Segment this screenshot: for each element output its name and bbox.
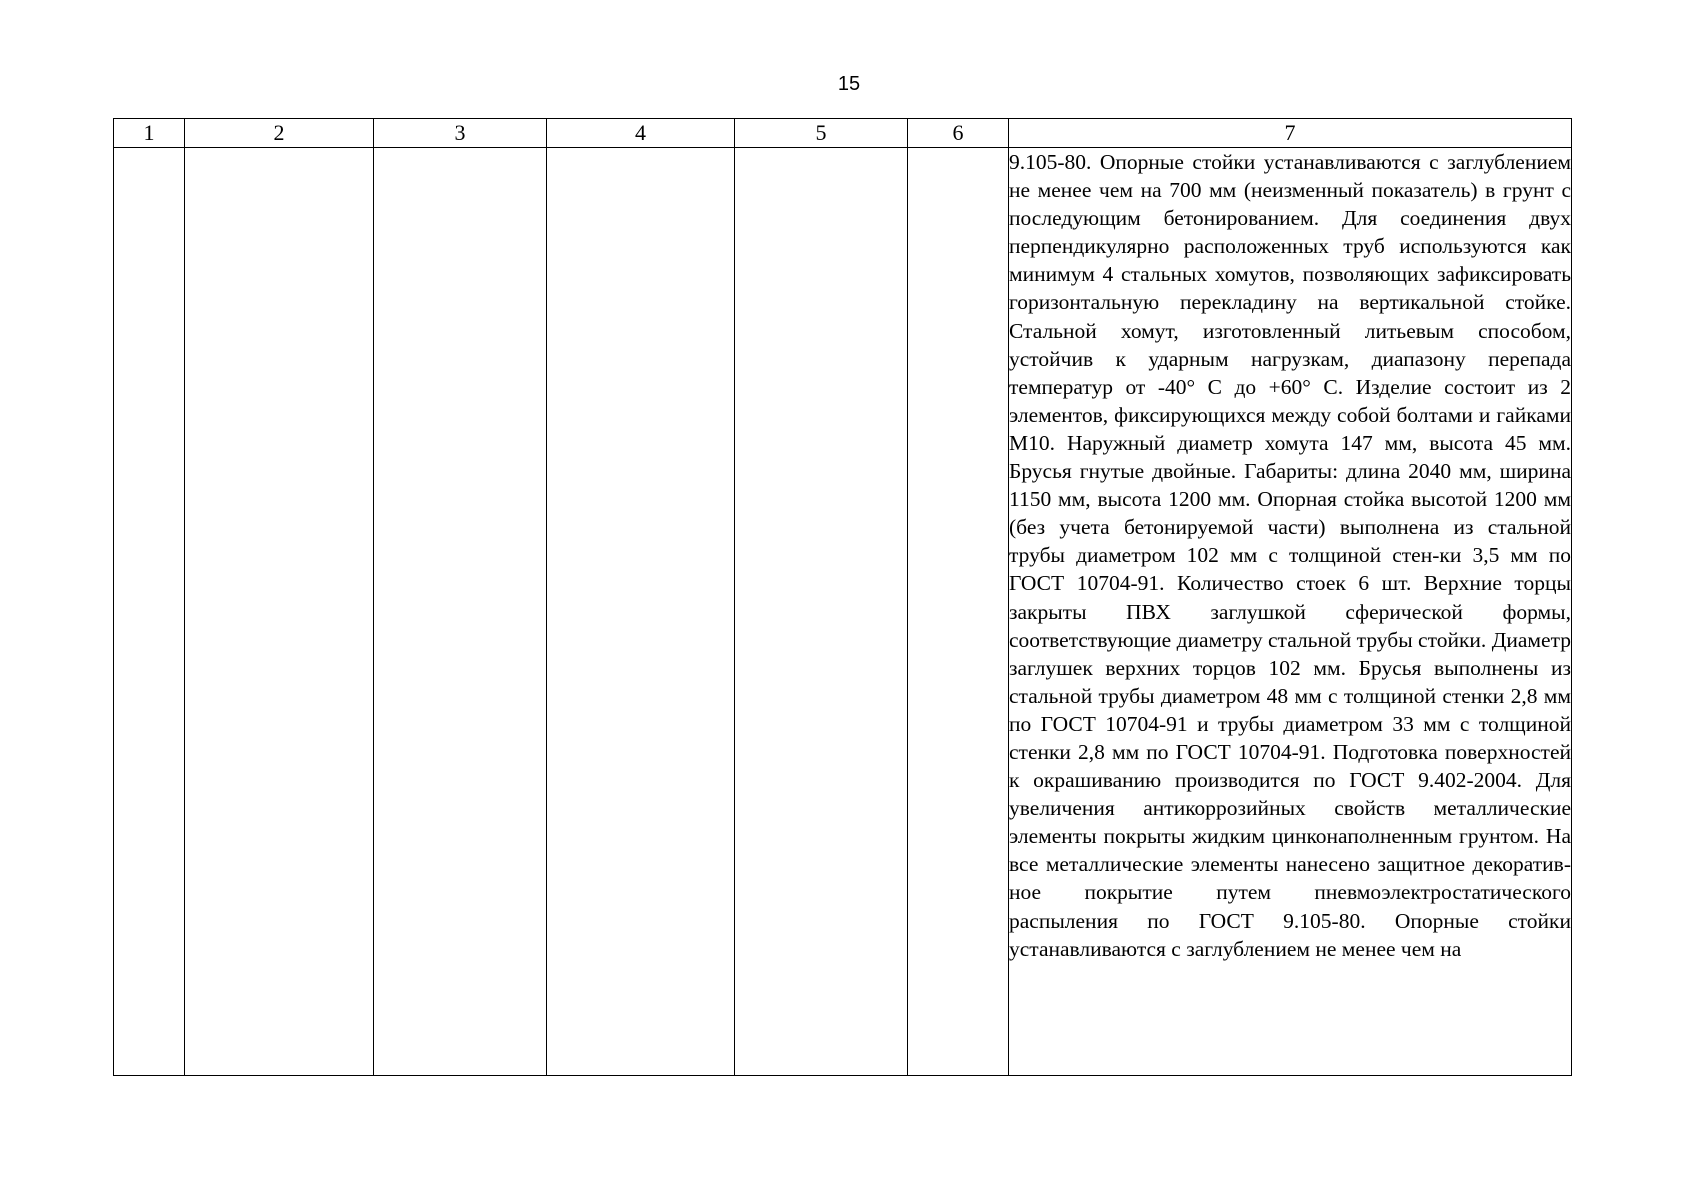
header-row	[114, 119, 1572, 148]
description-text: 9.105-80. Опорные стойки устанавливаются с заглублением не менее чем на 700 мм (неизменный показатель) в грунт с последующим бетонированием. Для соединения двух перпендикулярно расположенных труб используются как минимум 4 стальных хомутов, позволяющих зафиксировать горизонтальную перекладину на вертикальной стойке. Стальной хомут, изготовленный литьевым способом, устойчив к ударным нагрузкам, диапазону перепада температур от -40° С до +60° С. Изделие состоит из 2 элементов, фиксирующихся между собой болтами и гайками М10. Наружный диаметр хомута 147 мм, высота 45 мм. Брусья гнутые двойные. Габариты: длина 2040 мм, ширина 1150 мм, высота 1200 мм. Опорная стойка высотой 1200 мм (без учета бетонируемой части) выполнена из стальной трубы диаметром 102 мм с толщиной стен-ки 3,5 мм по ГОСТ 10704-91. Количество стоек 6 шт. Верхние торцы закрыты ПВХ заглушкой сферической формы, соответствующие диаметру стальной трубы стойки. Диаметр заглушек верхних торцов 102 мм. Брусья выполнены из стальной трубы диаметром 48 мм с толщиной стенки 2,8 мм по ГОСТ 10704-91 и трубы диаметром 33 мм с толщиной стенки 2,8 мм по ГОСТ 10704-91. Подготовка поверхностей к окрашиванию производится по ГОСТ 9.402-2004. Для увеличения антикоррозийных свойств металлические элементы покрыты жидким цинконаполненным грунтом. На все металлические элементы нанесено защитное декоративное покрытие путем пневмоэлектростатического распыления по ГОСТ 9.105-80. Опорные стойки устанавливаются с заглублением не менее чем на	[1009, 150, 1571, 961]
cell-col-1	[114, 148, 185, 1076]
specification-table	[113, 118, 1572, 1076]
column-header-3: 3	[374, 119, 547, 148]
cell-col-4	[547, 148, 735, 1076]
column-header-7: 7	[1009, 119, 1572, 148]
column-header-4: 4	[547, 119, 735, 148]
column-header-5: 5	[735, 119, 908, 148]
cell-col-3	[374, 148, 547, 1076]
cell-col-2	[185, 148, 374, 1076]
column-header-1: 1	[114, 119, 185, 148]
column-header-6: 6	[908, 119, 1009, 148]
column-header-2: 2	[185, 119, 374, 148]
description-cell	[1009, 148, 1572, 1076]
page-number: 15	[837, 73, 861, 95]
table-row	[114, 148, 1572, 1076]
cell-col-6	[908, 148, 1009, 1076]
cell-col-5	[735, 148, 908, 1076]
